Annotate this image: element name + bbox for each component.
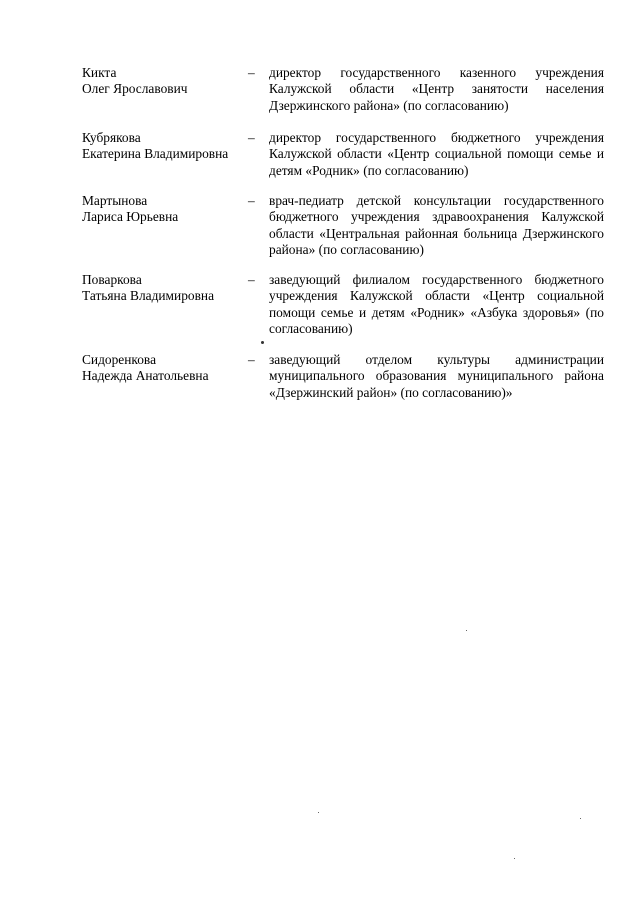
member-given-names: Олег Ярославович xyxy=(82,81,188,97)
member-surname: Кубрякова xyxy=(82,130,141,145)
separator-dash: – xyxy=(248,65,255,80)
member-position: врач-педиатр детской консультации государственного бюджетного учреждения здравоохранения Калужской области «Центральная районная больница Дзержинского района» (по согласованию) xyxy=(269,193,604,257)
member-name-block xyxy=(82,193,252,226)
separator-dash: – xyxy=(248,193,255,208)
scan-speck xyxy=(514,858,515,859)
separator-dash: – xyxy=(248,272,255,287)
member-name-block xyxy=(82,272,252,305)
separator-dash: – xyxy=(248,130,255,145)
member-name-block xyxy=(82,352,252,385)
member-given-names: Татьяна Владимировна xyxy=(82,288,215,304)
member-position: директор государственного казенного учреждения Калужской области «Центр занятости населения Дзержинского района» (по согласованию) xyxy=(269,65,604,113)
member-given-names: Лариса Юрьевна xyxy=(82,209,179,225)
member-name-block xyxy=(82,130,252,163)
member-position: заведующий филиалом государственного бюджетного учреждения Калужской области «Центр социальной помощи семье и детям «Родник» «Азбука здоровья» (по согласованию) xyxy=(269,272,604,336)
member-position: директор государственного бюджетного учреждения Калужской области «Центр социальной помощи семье и детям «Родник» (по согласованию) xyxy=(269,130,604,178)
member-surname: Поваркова xyxy=(82,272,142,287)
member-surname: Мартынова xyxy=(82,193,148,208)
member-surname: Кикта xyxy=(82,65,117,80)
member-given-names: Екатерина Владимировна xyxy=(82,146,229,162)
member-given-names: Надежда Анатольевна xyxy=(82,368,209,384)
scan-speck xyxy=(580,818,581,819)
member-position: заведующий отделом культуры администрации муниципального образования муниципального района «Дзержинский район» (по согласованию)» xyxy=(269,352,604,400)
member-name-block xyxy=(82,65,252,98)
member-surname: Сидоренкова xyxy=(82,352,157,367)
scan-speck xyxy=(318,812,319,813)
separator-dash: – xyxy=(248,352,255,367)
scan-speck xyxy=(261,341,264,344)
scan-speck xyxy=(466,630,467,631)
